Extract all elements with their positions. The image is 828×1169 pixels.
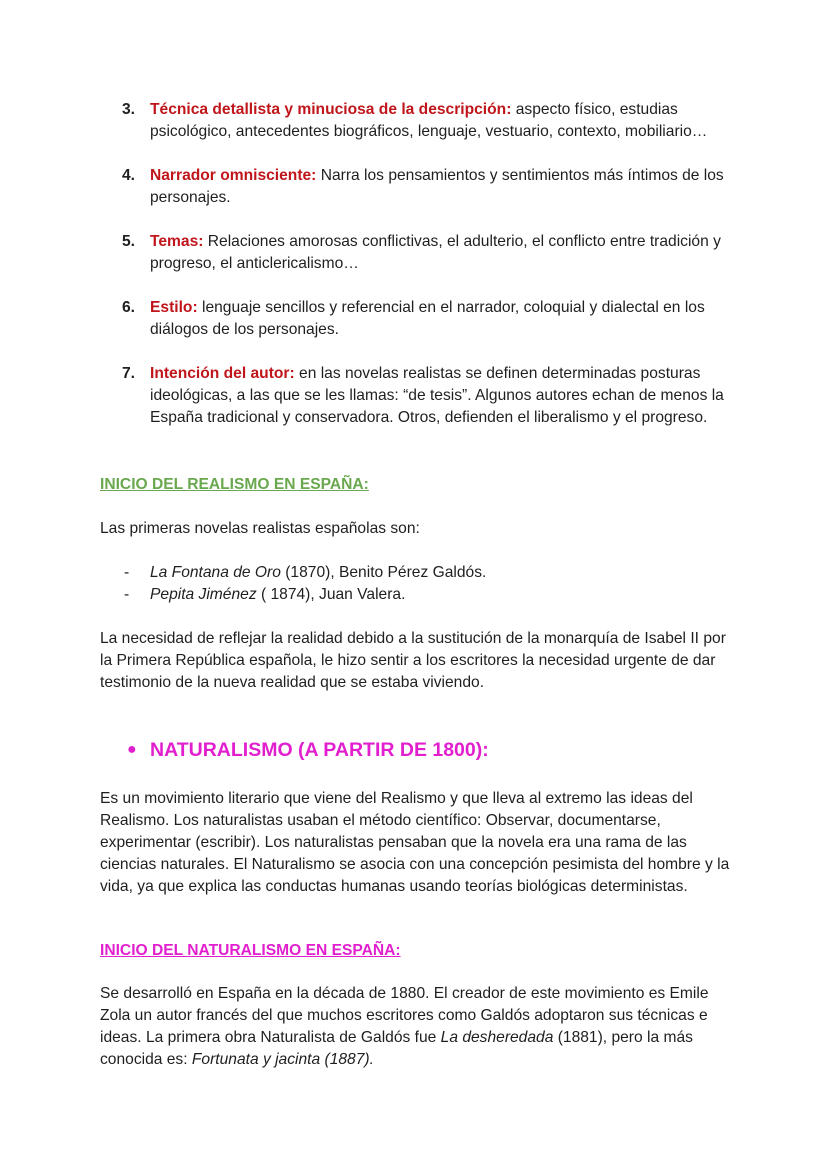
naturalismo-spain-paragraph	[100, 983, 730, 1071]
paragraph-text: (1881), pero la más conocida es:	[100, 1029, 693, 1068]
list-number: 7.	[122, 365, 136, 382]
list-label: Intención del autor:	[150, 365, 295, 382]
naturalismo-paragraph: Es un movimiento literario que viene del Realismo y que lleva al extremo las ideas del Realismo. Los naturalistas usaban el método científico: Observar, documentarse, experimentar (escribir). Los naturalistas pensaban que la novela era una rama de las ciencias naturales. El Naturalismo se asocia con una concepción pesimista del hombre y la vida, ya que explica las conductas humanas usando teorías biológicas deterministas.	[100, 790, 730, 895]
realismo-heading: INICIO DEL REALISMO EN ESPAÑA:	[100, 476, 369, 493]
bullet-icon: ●	[127, 741, 137, 758]
list-label: Técnica detallista y minuciosa de la descripción:	[150, 101, 512, 118]
list-text: Relaciones amorosas conflictivas, el adulterio, el conflicto entre tradición y progreso, el anticlericalismo…	[150, 233, 721, 272]
list-text: en las novelas realistas se definen determinadas posturas ideológicas, a las que se les llamas: “de tesis”. Algunos autores echan de menos la España tradicional y conservadora. Otros, defienden el liberalismo y el progreso.	[150, 365, 724, 426]
realismo-paragraph: La necesidad de reflejar la realidad debido a la sustitución de la monarquía de Isabel II por la Primera República española, le hizo sentir a los escritores la necesidad urgente de dar testimonio de la nueva realidad que se estaba viviendo.	[100, 630, 726, 691]
list-number: 4.	[122, 167, 136, 184]
list-number: 3.	[122, 101, 136, 118]
naturalismo-spain-heading: INICIO DEL NATURALISMO EN ESPAÑA:	[100, 942, 401, 959]
list-label: Temas:	[150, 233, 204, 250]
list-label: Estilo:	[150, 299, 198, 316]
list-label: Narrador omnisciente:	[150, 167, 317, 184]
work-title: Fortunata y jacinta (1887).	[191, 1051, 374, 1068]
naturalismo-title: NATURALISMO (A PARTIR DE 1800):	[150, 739, 489, 761]
naturalismo-heading	[127, 738, 489, 762]
list-text: aspecto físico, estudias psicológico, antecedentes biográficos, lenguaje, vestuario, contexto, mobiliario…	[150, 101, 708, 140]
novel-title: La Fontana de Oro	[150, 564, 281, 581]
work-title: La desheredada	[440, 1029, 554, 1046]
list-text: Narra los pensamientos y sentimientos más íntimos de los personajes.	[150, 167, 724, 206]
paragraph-text: Se desarrolló en España en la década de 1880. El creador de este movimiento es Emile Zola un autor francés del que muchos escritores como Galdós adoptaron sus técnicas e ideas. La primera obra Naturalista de Galdós fue	[100, 985, 709, 1046]
dash-marker: -	[124, 586, 130, 603]
realismo-intro: Las primeras novelas realistas españolas son:	[100, 520, 420, 537]
list-number: 6.	[122, 299, 136, 316]
novel-title: Pepita Jiménez	[150, 586, 257, 603]
novel-info: (1870), Benito Pérez Galdós.	[280, 564, 487, 581]
list-number: 5.	[122, 233, 136, 250]
novel-info: ( 1874), Juan Valera.	[256, 586, 406, 603]
list-text: lenguaje sencillos y referencial en el narrador, coloquial y dialectal en los diálogos de los personajes.	[150, 299, 705, 338]
dash-marker: -	[124, 564, 130, 581]
